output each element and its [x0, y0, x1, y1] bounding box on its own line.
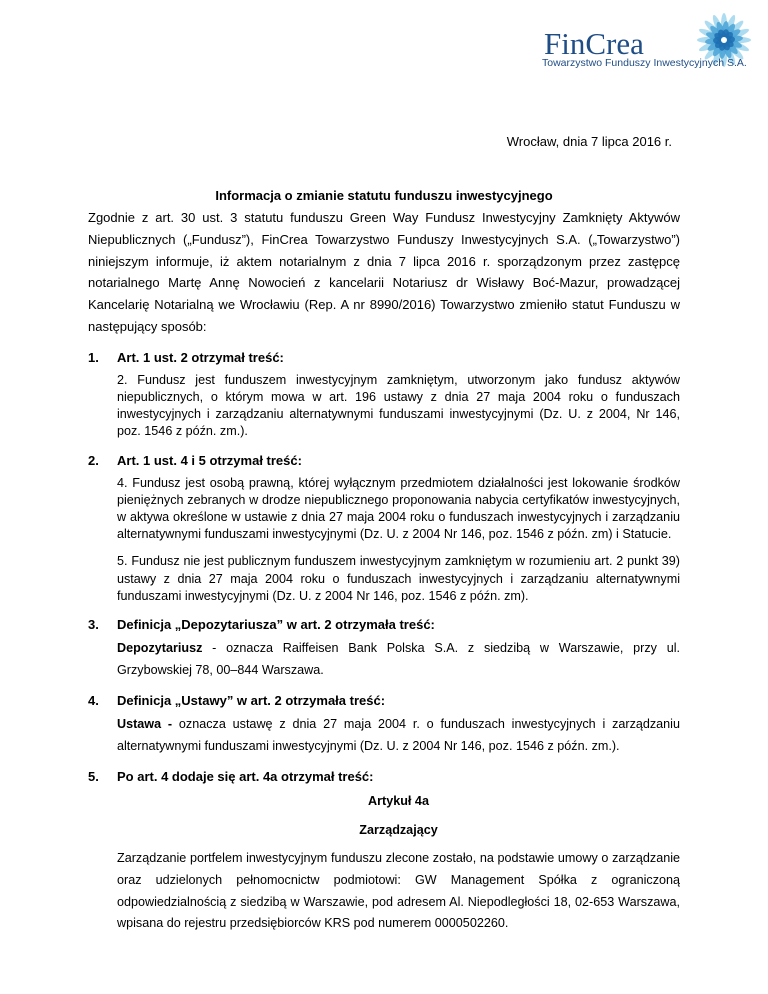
flower-center	[721, 37, 727, 43]
fincrea-logo	[540, 10, 762, 72]
article-title: Artykuł 4a	[368, 794, 429, 809]
item-paragraph: 2. Fundusz jest funduszem inwestycyjnym zamkniętym, utworzonym jako fundusz aktywów niepublicznych, o którym mowa w art. 196 ustawy z dnia 27 maja 2004 roku o funduszach inwestycyjnych i zarządzaniu alternatywnymi funduszami inwestycyjnymi (Dz. U. z 2004, Nr 146, poz. 1546 z późn. zm.).	[117, 372, 680, 439]
definition-paragraph	[117, 713, 680, 757]
intro-paragraph: Zgodnie z art. 30 ust. 3 statutu funduszu Green Way Fundusz Inwestycyjny Zamknięty Aktywów Niepublicznych („Fundusz”), FinCrea Towarzystwo Funduszy Inwestycyjnych S.A. („Towarzystwo”) niniejszym informuje, iż aktem notarialnym z dnia 7 lipca 2016 r. sporządzonym przez zastępcę notarialnego Martę Annę Nowocień z kancelarii Notariusz dr Wisławy Boć-Mazur, prowadzącej Kancelarię Notarialną we Wrocławiu (Rep. A nr 8990/2016) Towarzystwo zmieniło statut Funduszu w następujący sposób:	[88, 210, 680, 334]
item-paragraph: 5. Fundusz nie jest publicznym funduszem inwestycyjnym zamkniętym w rozumieniu art. 2 punkt 39) ustawy z dnia 27 maja 2004 roku o funduszach inwestycyjnych i zarządzaniu alternatywnymi funduszami inwestycyjnymi (Dz. U. z 2004 Nr 146, poz. 1546 z późn. zm).	[117, 554, 680, 603]
item-heading-text: Art. 1 ust. 2 otrzymał treść:	[117, 349, 284, 365]
defined-term: Depozytariusz	[117, 641, 203, 656]
item-heading-text: Definicja „Ustawy” w art. 2 otrzymała treść:	[117, 693, 386, 709]
item-heading	[88, 348, 680, 368]
item-paragraph: 4. Fundusz jest osobą prawną, której wyłącznym przedmiotem działalności jest lokowanie środków pieniężnych zebranych w drodze niepublicznego proponowania nabycia certyfikatów inwestycyjnych, w aktywa określone w ustawie z dnia 27 maja 2004 roku o funduszach inwestycyjnych i zarządzaniu alternatywnymi funduszami inwestycyjnymi (Dz. U. z 2004 Nr 146, poz. 1546 z późn. zm) i Statucie.	[117, 475, 680, 542]
item-content	[117, 372, 680, 441]
date-line: Wrocław, dnia 7 lipca 2016 r.	[506, 134, 672, 149]
article-subtitle: Zarządzający	[359, 823, 438, 838]
item-content	[117, 637, 680, 681]
item-heading-text: Definicja „Depozytariusza” w art. 2 otrzymała treść:	[117, 617, 435, 633]
item-heading-text: Art. 1 ust. 4 i 5 otrzymał treść:	[117, 452, 302, 468]
list-item	[88, 767, 680, 935]
list-item	[88, 691, 680, 757]
defined-term: Ustawa -	[117, 717, 173, 732]
item-content	[117, 713, 680, 757]
item-number: 1.	[88, 349, 99, 365]
item-heading	[88, 451, 680, 471]
article-text: Zarządzanie portfelem inwestycyjnym funduszu zlecone zostało, na podstawie umowy o zarządzanie oraz udzielonych pełnomocnictw podmiotowi: GW Management Spółka z ograniczoną odpowiedzialnością z siedzibą w Warszawie, pod adresem Al. Niepodległości 18, 02-653 Warszawa, wpisana do rejestru przedsiębiorców KRS pod numerem 0000502260.	[117, 851, 680, 931]
item-number: 5.	[88, 769, 99, 785]
list-item	[88, 348, 680, 441]
definition-text: oznacza ustawę z dnia 27 maja 2004 r. o funduszach inwestycyjnych i zarządzaniu alternatywnymi funduszami inwestycyjnymi (Dz. U. z 2004 Nr 146, poz. 1546 z późn. zm.).	[117, 717, 680, 754]
document-title: Informacja o zmianie statutu funduszu inwestycyjnego	[215, 188, 553, 203]
item-heading	[88, 691, 680, 711]
item-heading	[88, 767, 680, 787]
item-heading	[88, 615, 680, 635]
logo-name: FinCrea	[544, 26, 644, 61]
item-content	[117, 475, 680, 605]
document-body	[88, 207, 680, 935]
item-heading-text: Po art. 4 dodaje się art. 4a otrzymał treść:	[117, 769, 374, 785]
list-item	[88, 451, 680, 605]
definition-paragraph	[117, 637, 680, 681]
item-number: 3.	[88, 617, 99, 633]
item-number: 2.	[88, 452, 99, 468]
definition-text: - oznacza Raiffeisen Bank Polska S.A. z siedzibą w Warszawie, przy ul. Grzybowskiej 78, 00–844 Warszawa.	[117, 641, 680, 678]
item-content	[117, 790, 680, 935]
item-number: 4.	[88, 693, 99, 709]
list-item	[88, 615, 680, 681]
logo-subtitle: Towarzystwo Funduszy Inwestycyjnych S.A.	[542, 57, 747, 69]
